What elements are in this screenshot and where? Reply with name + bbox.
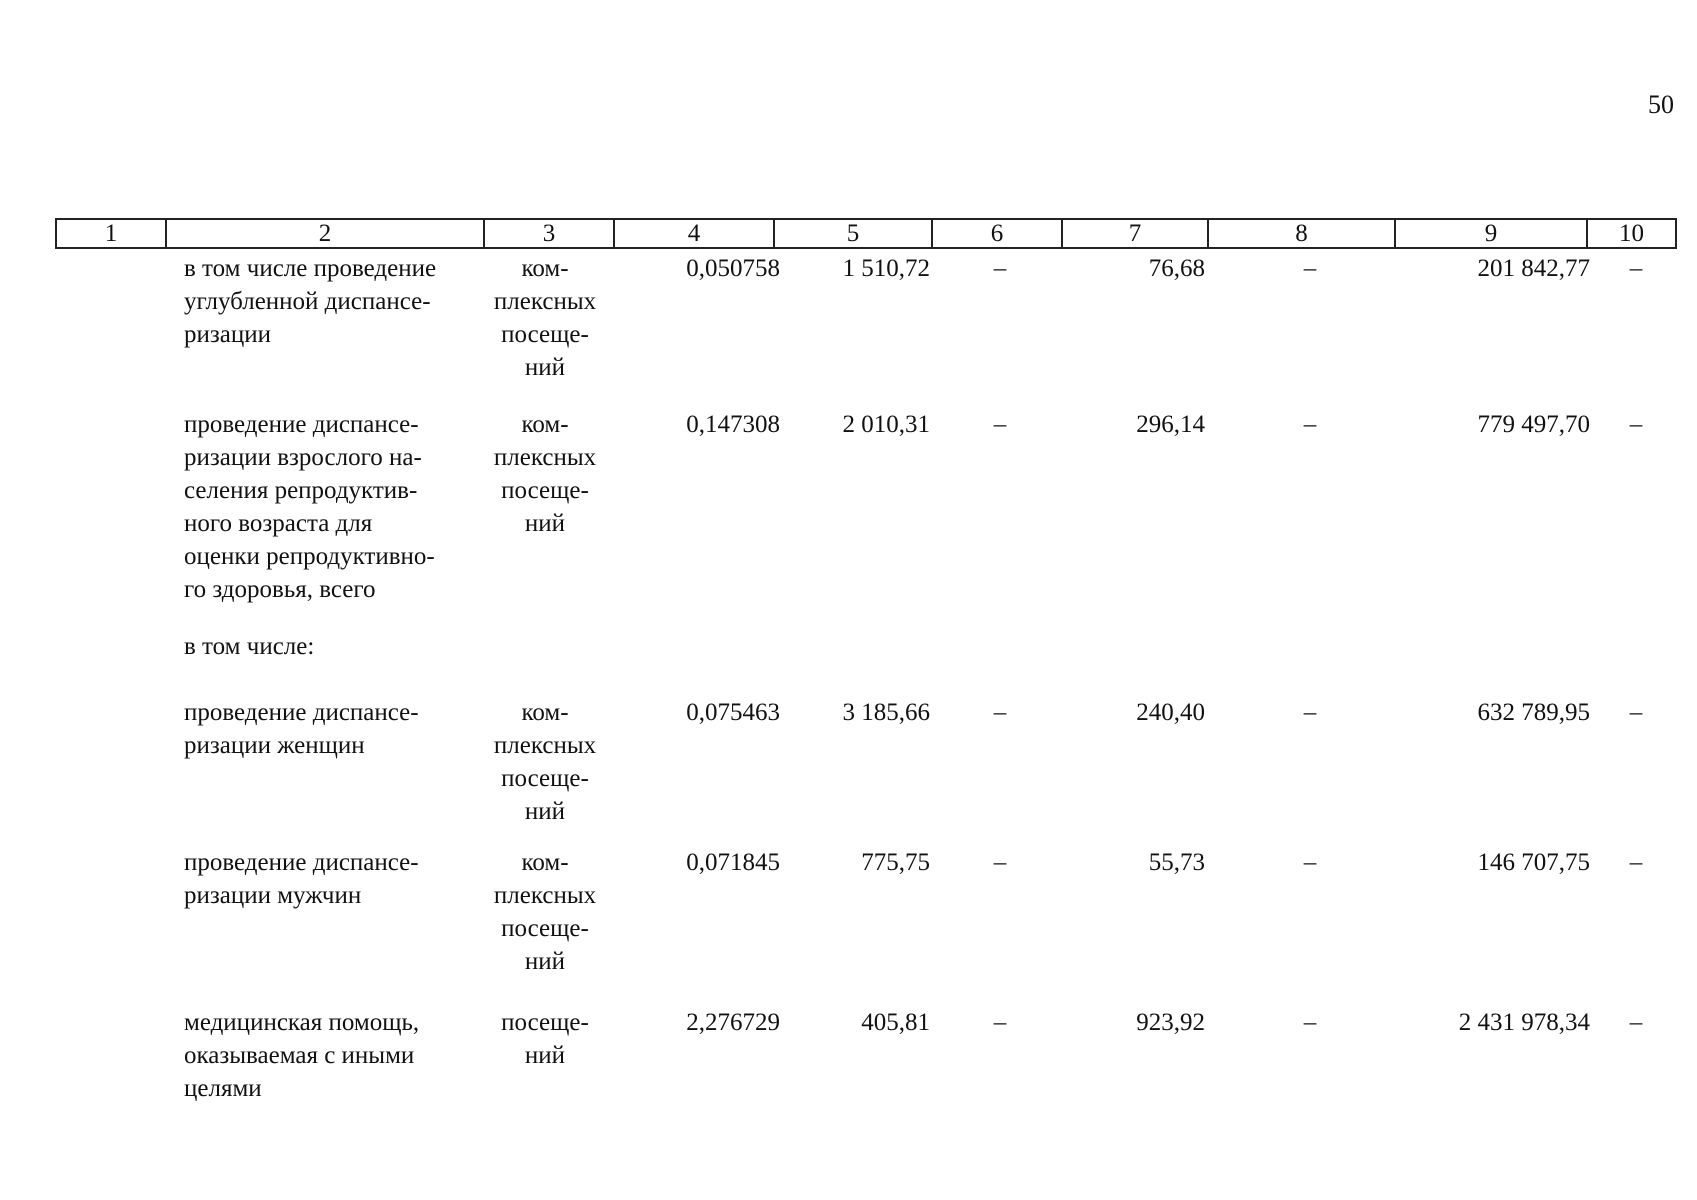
row-col-4: 0,147308 [686,411,780,438]
row-name: проведение диспансе- ризации женщин [184,699,419,759]
header-col-1: 1 [55,220,165,247]
header-col-9: 9 [1394,220,1586,247]
row-col-9: 201 842,77 [1477,255,1590,282]
row-unit: ком- плексных посеще- ний [493,411,597,537]
row-col-7: 296,14 [1136,411,1205,438]
row-col-7: 55,73 [1148,849,1205,876]
header-col-10: 10 [1586,220,1677,247]
row-col-7: 923,92 [1136,1009,1205,1036]
row-unit: посеще- ний [501,1009,589,1069]
row-col-8: – [1303,849,1317,876]
page-number: 50 [1648,90,1674,119]
row-col-9: 2 431 978,34 [1458,1009,1590,1036]
header-col-5: 5 [773,220,931,247]
row-col-6: – [993,411,1007,438]
row-name: медицинская помощь, оказываемая с иными целями [184,1009,420,1102]
row-col-8: – [1303,255,1317,282]
header-col-4: 4 [613,220,773,247]
subheading: в том числе: [184,633,315,660]
header-col-8: 8 [1207,220,1394,247]
row-col-10: – [1629,411,1643,438]
row-col-9: 632 789,95 [1477,699,1590,726]
row-col-4: 2,276729 [686,1009,780,1036]
header-col-3: 3 [483,220,613,247]
row-name: проведение диспансе- ризации мужчин [184,849,419,909]
row-col-4: 0,050758 [686,255,780,282]
row-col-8: – [1303,411,1317,438]
row-col-10: – [1629,699,1643,726]
row-col-6: – [993,1009,1007,1036]
header-col-7: 7 [1061,220,1207,247]
row-unit: ком- плексных посеще- ний [493,849,597,975]
row-col-4: 0,071845 [686,849,780,876]
row-col-5: 3 185,66 [842,699,930,726]
row-col-8: – [1303,699,1317,726]
row-col-5: 1 510,72 [842,255,930,282]
row-name: в том числе проведение углубленной диспансе- ризации [184,255,437,348]
row-col-9: 779 497,70 [1477,411,1590,438]
row-col-10: – [1629,849,1643,876]
row-col-5: 405,81 [861,1009,930,1036]
row-col-8: – [1303,1009,1317,1036]
row-col-4: 0,075463 [686,699,780,726]
row-name: проведение диспансе- ризации взрослого на- селения репродуктив- ного возраста для оценки репродуктивно- го здоровья, всего [184,411,435,603]
row-unit: ком- плексных посеще- ний [493,255,597,381]
row-col-6: – [993,849,1007,876]
row-col-7: 76,68 [1148,255,1205,282]
row-col-5: 775,75 [861,849,930,876]
row-col-7: 240,40 [1136,699,1205,726]
row-col-6: – [993,699,1007,726]
column-number-header [55,218,1677,249]
row-col-10: – [1629,255,1643,282]
header-col-6: 6 [931,220,1061,247]
row-col-10: – [1629,1009,1643,1036]
row-col-5: 2 010,31 [842,411,930,438]
row-col-6: – [993,255,1007,282]
header-col-2: 2 [165,220,483,247]
row-unit: ком- плексных посеще- ний [493,699,597,825]
row-col-9: 146 707,75 [1477,849,1590,876]
